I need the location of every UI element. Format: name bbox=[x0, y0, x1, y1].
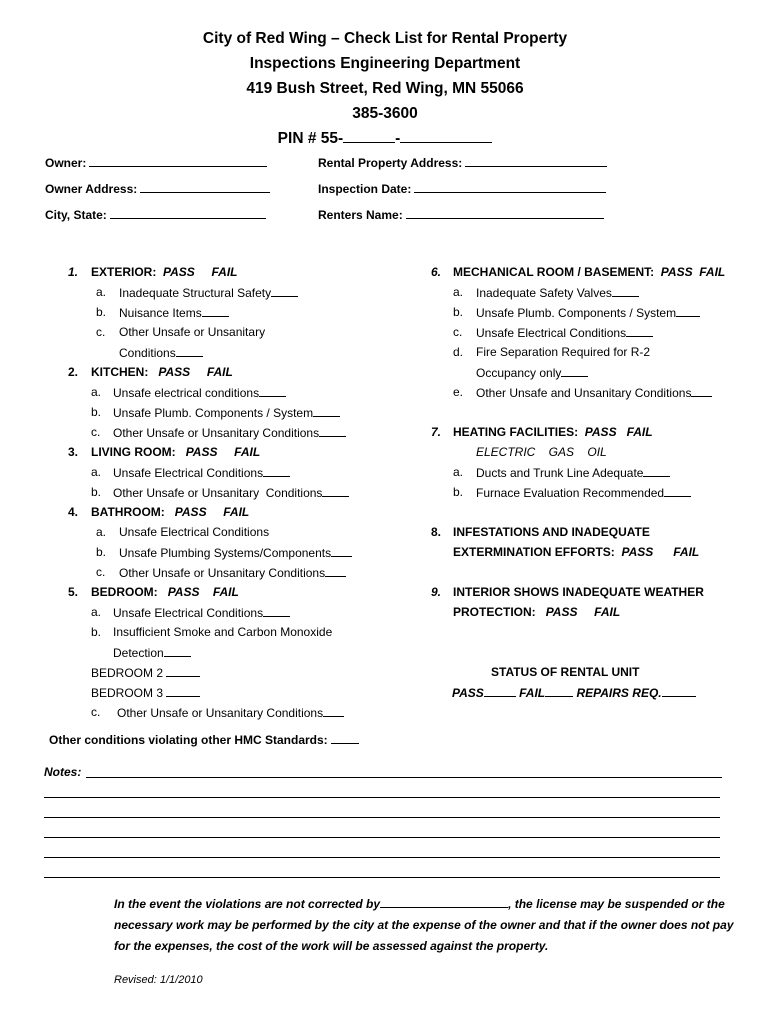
section-4-fail[interactable]: FAIL bbox=[223, 505, 250, 519]
s2-letter-b: b. bbox=[91, 405, 102, 419]
section-8-fail[interactable]: FAIL bbox=[673, 545, 700, 559]
correction-date-blank[interactable] bbox=[380, 895, 508, 908]
section-9-number: 9. bbox=[431, 585, 442, 599]
pin-blank-1[interactable] bbox=[343, 130, 395, 143]
section-9-title-2: PROTECTION: bbox=[453, 605, 536, 619]
s6-item-b-blank[interactable] bbox=[676, 304, 700, 317]
city-state-input[interactable] bbox=[110, 206, 266, 219]
s1-letter-a: a. bbox=[96, 285, 107, 299]
violation-notice-part-2: , the license may be suspended or the necessary work may be performed by the city at the expense of the owner and that if the owner does not pay for the expenses, the cost of the work will be assessed against the property. bbox=[114, 897, 734, 953]
status-pass-label: PASS bbox=[452, 686, 484, 700]
section-6-pass[interactable]: PASS bbox=[660, 265, 693, 279]
bedroom-3-blank[interactable] bbox=[166, 684, 200, 697]
section-3-heading bbox=[91, 444, 260, 460]
s3-item-a-text: Unsafe Electrical Conditions bbox=[113, 466, 264, 480]
other-conditions-label: Other conditions violating other HMC Standards: bbox=[49, 733, 328, 747]
s6-item-e-blank[interactable] bbox=[691, 384, 712, 397]
s6-item-a-text: Inadequate Safety Valves bbox=[476, 286, 612, 300]
notes-label: Notes: bbox=[44, 765, 82, 779]
owner-field bbox=[45, 154, 267, 171]
s6-letter-d: d. bbox=[453, 345, 464, 359]
s6-item-c-blank[interactable] bbox=[626, 324, 653, 337]
violation-notice-part-1: In the event the violations are not corrected by bbox=[114, 897, 381, 911]
notes-line-1[interactable] bbox=[86, 776, 722, 778]
owner-address-label: Owner Address: bbox=[45, 182, 138, 196]
section-9-fail[interactable]: FAIL bbox=[594, 605, 621, 619]
owner-input[interactable] bbox=[89, 154, 267, 167]
section-5-heading bbox=[91, 584, 239, 600]
s5-item-b-text2: Detection bbox=[113, 646, 164, 660]
s3-item-b-text: Other Unsafe or Unsanitary Conditions bbox=[113, 486, 323, 500]
s2-item-c-text: Other Unsafe or Unsanitary Conditions bbox=[113, 426, 320, 440]
s5-letter-b: b. bbox=[91, 625, 102, 639]
violation-notice bbox=[114, 894, 734, 957]
s6-letter-e: e. bbox=[453, 385, 464, 399]
section-7-title: HEATING FACILITIES: bbox=[453, 425, 579, 439]
s4-item-c bbox=[119, 564, 346, 581]
notes-line-2[interactable] bbox=[44, 796, 720, 798]
status-row bbox=[452, 684, 696, 701]
status-repairs-blank[interactable] bbox=[662, 684, 696, 697]
s1-item-b-blank[interactable] bbox=[202, 304, 229, 317]
header-title: City of Red Wing – Check List for Rental Property bbox=[202, 30, 568, 47]
section-9-title-1: INTERIOR SHOWS INADEQUATE WEATHER bbox=[453, 585, 704, 599]
section-6-heading bbox=[453, 264, 725, 280]
s1-item-b bbox=[119, 304, 229, 321]
notes-line-6[interactable] bbox=[44, 876, 720, 878]
s5-item-b-blank[interactable] bbox=[164, 644, 191, 657]
bedroom-3-label: BEDROOM 3 bbox=[91, 686, 164, 700]
section-4-title: BATHROOM: bbox=[91, 505, 165, 519]
rental-address-field bbox=[318, 154, 607, 171]
other-conditions-blank[interactable] bbox=[331, 731, 359, 744]
section-2-number: 2. bbox=[68, 365, 79, 379]
s4-letter-a: a. bbox=[96, 525, 107, 539]
s1-item-a-text: Inadequate Structural Safety bbox=[119, 286, 272, 300]
s6-letter-b: b. bbox=[453, 305, 464, 319]
owner-address-field bbox=[45, 180, 270, 197]
s2-item-b-text: Unsafe Plumb. Components / System bbox=[113, 406, 314, 420]
document-header bbox=[0, 26, 770, 151]
bedroom-2-label: BEDROOM 2 bbox=[91, 666, 164, 680]
s7-item-a-text: Ducts and Trunk Line Adequate bbox=[476, 466, 644, 480]
s4-item-b-text: Unsafe Plumbing Systems/Components bbox=[119, 546, 332, 560]
s6-item-d-text2: Occupancy only bbox=[476, 366, 562, 380]
s1-item-a bbox=[119, 284, 298, 301]
section-8-number: 8. bbox=[431, 525, 442, 539]
s1-letter-c: c. bbox=[96, 325, 106, 339]
section-7-number: 7. bbox=[431, 425, 442, 439]
section-3-fail[interactable]: FAIL bbox=[234, 445, 261, 459]
section-4-number: 4. bbox=[68, 505, 79, 519]
city-state-label: City, State: bbox=[45, 208, 107, 222]
s2-item-c bbox=[113, 424, 346, 441]
s6-item-e-text: Other Unsafe and Unsanitary Conditions bbox=[476, 386, 692, 400]
s2-item-b bbox=[113, 404, 340, 421]
section-3-pass[interactable]: PASS bbox=[185, 445, 218, 459]
s6-letter-a: a. bbox=[453, 285, 464, 299]
s7-item-a bbox=[476, 464, 670, 481]
s3-item-b-blank[interactable] bbox=[322, 484, 349, 497]
section-1-heading bbox=[91, 264, 237, 280]
status-fail-blank[interactable] bbox=[545, 684, 573, 697]
s7-item-b-blank[interactable] bbox=[664, 484, 691, 497]
section-8-title-1: INFESTATIONS AND INADEQUATE bbox=[453, 525, 650, 539]
inspection-date-label: Inspection Date: bbox=[318, 182, 412, 196]
s1-item-a-blank[interactable] bbox=[271, 284, 298, 297]
s5-item-a-text: Unsafe Electrical Conditions bbox=[113, 606, 264, 620]
rental-address-label: Rental Property Address: bbox=[318, 156, 463, 170]
inspection-date-field bbox=[318, 180, 606, 197]
renters-name-label: Renters Name: bbox=[318, 208, 403, 222]
s6-item-d: Fire Separation Required for R-2 bbox=[476, 345, 651, 359]
s1-letter-b: b. bbox=[96, 305, 107, 319]
s4-letter-c: c. bbox=[96, 565, 106, 579]
s3-item-b bbox=[113, 484, 349, 501]
s6-item-c bbox=[476, 324, 653, 341]
s7-item-b bbox=[476, 484, 691, 501]
s5-letter-a: a. bbox=[91, 605, 102, 619]
s7-item-a-blank[interactable] bbox=[643, 464, 670, 477]
header-phone: 385-3600 bbox=[352, 105, 418, 122]
section-7-pass[interactable]: PASS bbox=[584, 425, 617, 439]
s4-item-c-text: Other Unsafe or Unsanitary Conditions bbox=[119, 566, 326, 580]
s7-letter-a: a. bbox=[453, 465, 464, 479]
section-9-heading bbox=[453, 604, 620, 620]
pin-row bbox=[0, 126, 770, 151]
section-7-heading bbox=[453, 424, 653, 440]
s4-item-c-blank[interactable] bbox=[325, 564, 346, 577]
rental-address-input[interactable] bbox=[465, 154, 607, 167]
city-state-field bbox=[45, 206, 266, 223]
section-2-pass[interactable]: PASS bbox=[158, 365, 191, 379]
s2-item-a-text: Unsafe electrical conditions bbox=[113, 386, 260, 400]
section-2-fail[interactable]: FAIL bbox=[206, 365, 233, 379]
header-department: Inspections Engineering Department bbox=[249, 55, 521, 72]
s4-item-a: Unsafe Electrical Conditions bbox=[119, 525, 270, 539]
s5-item-b-cont bbox=[113, 644, 191, 661]
inspection-date-input[interactable] bbox=[414, 180, 606, 193]
s5-item-b: Insufficient Smoke and Carbon Monoxide bbox=[113, 625, 333, 639]
bedroom-3-row bbox=[91, 684, 200, 701]
s7-letter-b: b. bbox=[453, 485, 464, 499]
section-8-title-2: EXTERMINATION EFFORTS: bbox=[453, 545, 615, 559]
section-4-pass[interactable]: PASS bbox=[174, 505, 207, 519]
revision-date: Revised: 1/1/2010 bbox=[114, 974, 203, 986]
section-7-fail[interactable]: FAIL bbox=[626, 425, 653, 439]
s4-letter-b: b. bbox=[96, 545, 107, 559]
section-5-title: BEDROOM: bbox=[91, 585, 158, 599]
section-6-fail[interactable]: FAIL bbox=[699, 265, 726, 279]
s1-item-c-cont bbox=[119, 344, 203, 361]
section-5-pass[interactable]: PASS bbox=[167, 585, 200, 599]
s6-item-b bbox=[476, 304, 700, 321]
s4-item-b-blank[interactable] bbox=[331, 544, 352, 557]
bedroom-2-row bbox=[91, 664, 200, 681]
section-4-heading bbox=[91, 504, 249, 520]
other-conditions-row bbox=[49, 731, 359, 748]
section-9-pass[interactable]: PASS bbox=[545, 605, 578, 619]
owner-address-input[interactable] bbox=[140, 180, 270, 193]
bedroom-2-blank[interactable] bbox=[166, 664, 200, 677]
notes-line-3[interactable] bbox=[44, 816, 720, 818]
status-repairs-label: REPAIRS REQ. bbox=[576, 686, 662, 700]
s5-item-c-text: Other Unsafe or Unsanitary Conditions bbox=[117, 706, 324, 720]
section-1-fail[interactable]: FAIL bbox=[211, 265, 238, 279]
notes-line-4[interactable] bbox=[44, 836, 720, 838]
section-3-title: LIVING ROOM: bbox=[91, 445, 176, 459]
renters-name-input[interactable] bbox=[406, 206, 604, 219]
section-1-title: EXTERIOR: bbox=[91, 265, 157, 279]
s5-item-c-blank[interactable] bbox=[323, 704, 344, 717]
s2-letter-c: c. bbox=[91, 425, 101, 439]
s3-item-a-blank[interactable] bbox=[263, 464, 290, 477]
s6-item-a-blank[interactable] bbox=[612, 284, 639, 297]
section-8-heading bbox=[453, 544, 699, 560]
section-2-heading bbox=[91, 364, 233, 380]
s3-letter-b: b. bbox=[91, 485, 102, 499]
section-6-title: MECHANICAL ROOM / BASEMENT: bbox=[453, 265, 655, 279]
pin-blank-2[interactable] bbox=[400, 130, 492, 143]
renters-name-field bbox=[318, 206, 604, 223]
section-7-fuel-options[interactable]: ELECTRIC GAS OIL bbox=[476, 445, 607, 459]
pin-dash: - bbox=[395, 130, 401, 147]
s3-letter-a: a. bbox=[91, 465, 102, 479]
s6-item-d-cont bbox=[476, 364, 588, 381]
section-1-pass[interactable]: PASS bbox=[163, 265, 195, 279]
status-pass-blank[interactable] bbox=[484, 684, 516, 697]
s1-item-c: Other Unsafe or Unsanitary bbox=[119, 325, 266, 339]
s2-item-b-blank[interactable] bbox=[313, 404, 340, 417]
s2-item-a-blank[interactable] bbox=[259, 384, 286, 397]
s2-letter-a: a. bbox=[91, 385, 102, 399]
section-8-pass[interactable]: PASS bbox=[621, 545, 654, 559]
s6-letter-c: c. bbox=[453, 325, 463, 339]
s6-item-b-text: Unsafe Plumb. Components / System bbox=[476, 306, 677, 320]
header-address: 419 Bush Street, Red Wing, MN 55066 bbox=[246, 80, 524, 97]
s3-item-a bbox=[113, 464, 290, 481]
s5-letter-c: c. bbox=[91, 705, 101, 719]
s2-item-a bbox=[113, 384, 286, 401]
s1-item-b-text: Nuisance Items bbox=[119, 306, 202, 320]
s5-item-a-blank[interactable] bbox=[263, 604, 290, 617]
section-6-number: 6. bbox=[431, 265, 442, 279]
s7-item-b-text: Furnace Evaluation Recommended bbox=[476, 486, 665, 500]
owner-label: Owner: bbox=[45, 156, 87, 170]
s6-item-e bbox=[476, 384, 712, 401]
notes-line-5[interactable] bbox=[44, 856, 720, 858]
status-title: STATUS OF RENTAL UNIT bbox=[491, 665, 640, 679]
s1-item-c-text2: Conditions bbox=[119, 346, 176, 360]
section-1-number: 1. bbox=[68, 265, 79, 279]
section-5-number: 5. bbox=[68, 585, 79, 599]
section-5-fail[interactable]: FAIL bbox=[212, 585, 239, 599]
s5-item-c bbox=[117, 704, 344, 721]
s5-item-a bbox=[113, 604, 290, 621]
section-3-number: 3. bbox=[68, 445, 79, 459]
s6-item-c-text: Unsafe Electrical Conditions bbox=[476, 326, 627, 340]
section-2-title: KITCHEN: bbox=[91, 365, 149, 379]
pin-label: PIN # 55- bbox=[277, 130, 344, 147]
s4-item-b bbox=[119, 544, 352, 561]
status-fail-label: FAIL bbox=[519, 686, 546, 700]
s2-item-c-blank[interactable] bbox=[319, 424, 346, 437]
s6-item-a bbox=[476, 284, 639, 301]
s6-item-d-blank[interactable] bbox=[561, 364, 588, 377]
s1-item-c-blank[interactable] bbox=[176, 344, 203, 357]
